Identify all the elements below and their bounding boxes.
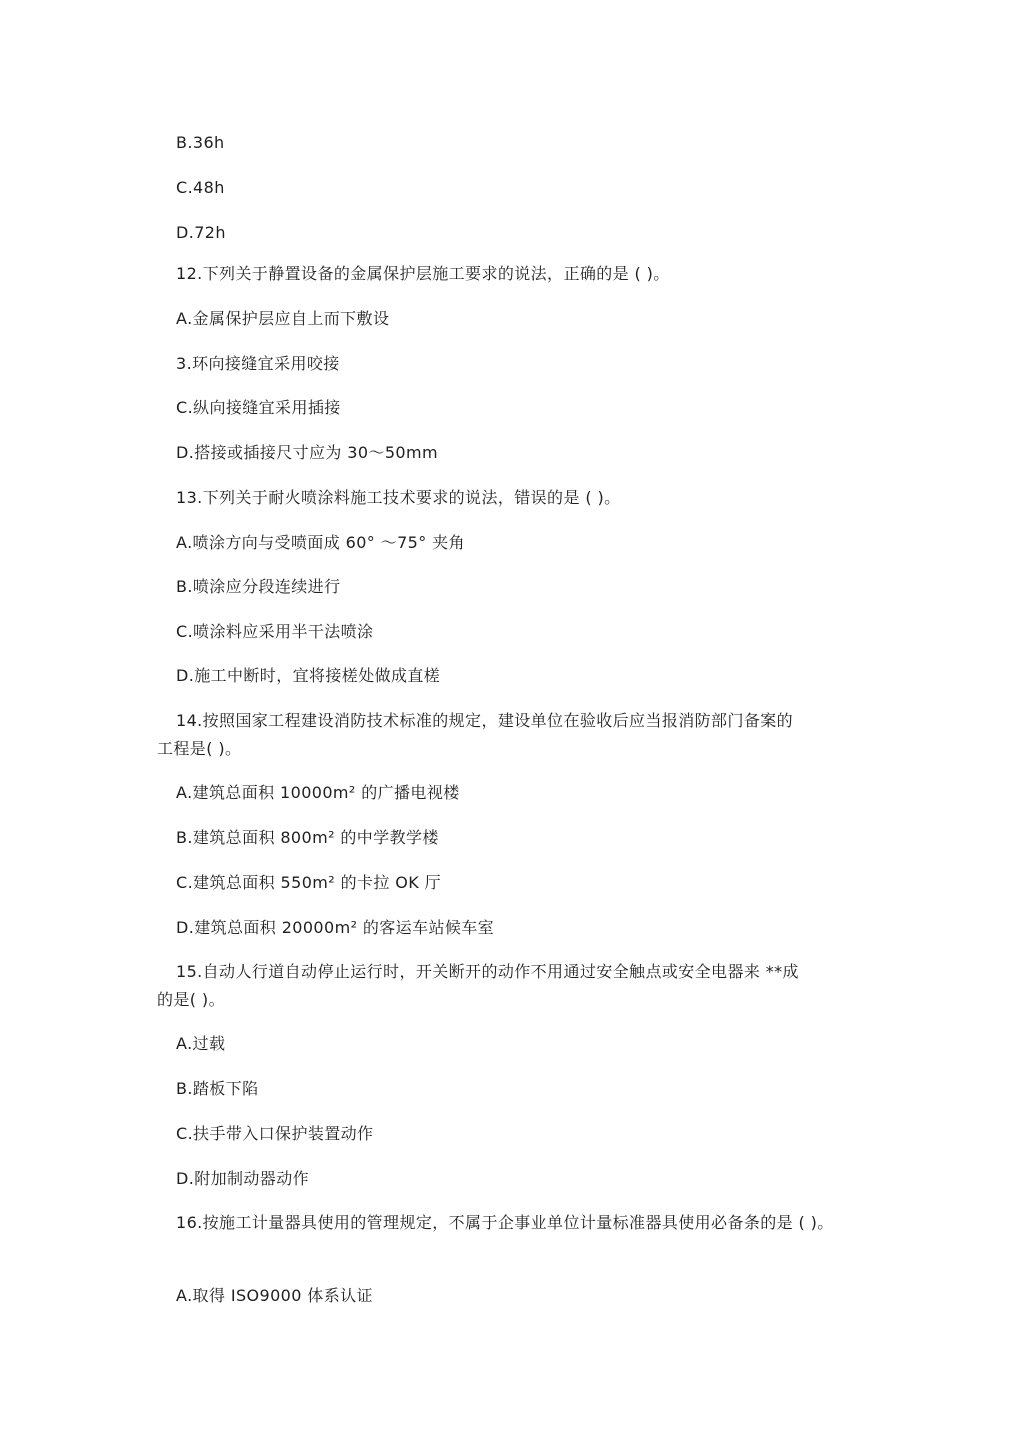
q14-option-a: A.建筑总面积 10000m² 的广播电视楼 [176, 783, 460, 802]
q15-option-c: C.扶手带入口保护装置动作 [176, 1124, 374, 1143]
q15-option-d: D.附加制动器动作 [176, 1169, 310, 1188]
q14-question-line1: 14.按照国家工程建设消防技术标准的规定，建设单位在验收后应当报消防部门备案的 [176, 711, 794, 730]
q14-question-line2: 工程是( )。 [157, 739, 242, 758]
q16-option-a: A.取得 ISO9000 体系认证 [176, 1286, 373, 1305]
q15-question-line2: 的是( )。 [157, 990, 225, 1009]
q11-option-b: B.36h [176, 133, 225, 152]
q13-option-c: C.喷涂料应采用半干法喷涂 [176, 622, 374, 641]
q13-option-b: B.喷涂应分段连续进行 [176, 577, 341, 596]
q14-option-d: D.建筑总面积 20000m² 的客运车站候车室 [176, 918, 495, 937]
q15-option-b: B.踏板下陷 [176, 1079, 259, 1098]
q12-option-a: A.金属保护层应自上而下敷设 [176, 309, 390, 328]
q14-option-c: C.建筑总面积 550m² 的卡拉 OK 厅 [176, 873, 442, 892]
q12-option-c: C.纵向接缝宜采用插接 [176, 398, 341, 417]
q12-option-d: D.搭接或插接尺寸应为 30～50mm [176, 443, 438, 462]
q13-question: 13.下列关于耐火喷涂料施工技术要求的说法，错误的是 ( )。 [176, 488, 621, 507]
q15-question-line1: 15.自动人行道自动停止运行时，开关断开的动作不用通过安全触点或安全电器来 **成 [176, 962, 799, 981]
q13-option-a: A.喷涂方向与受喷面成 60° ～75° 夹角 [176, 533, 465, 552]
q12-option-b: 3.环向接缝宜采用咬接 [176, 354, 340, 373]
q16-question: 16.按施工计量器具使用的管理规定，不属于企事业单位计量标准器具使用必备条的是 ( )。 [176, 1213, 834, 1232]
q15-option-a: A.过载 [176, 1034, 226, 1053]
q13-option-d: D.施工中断时，宜将接槎处做成直槎 [176, 666, 441, 685]
q11-option-c: C.48h [176, 178, 225, 197]
q11-option-d: D.72h [176, 223, 226, 242]
q12-question: 12.下列关于静置设备的金属保护层施工要求的说法，正确的是 ( )。 [176, 264, 670, 283]
q14-option-b: B.建筑总面积 800m² 的中学教学楼 [176, 828, 439, 847]
